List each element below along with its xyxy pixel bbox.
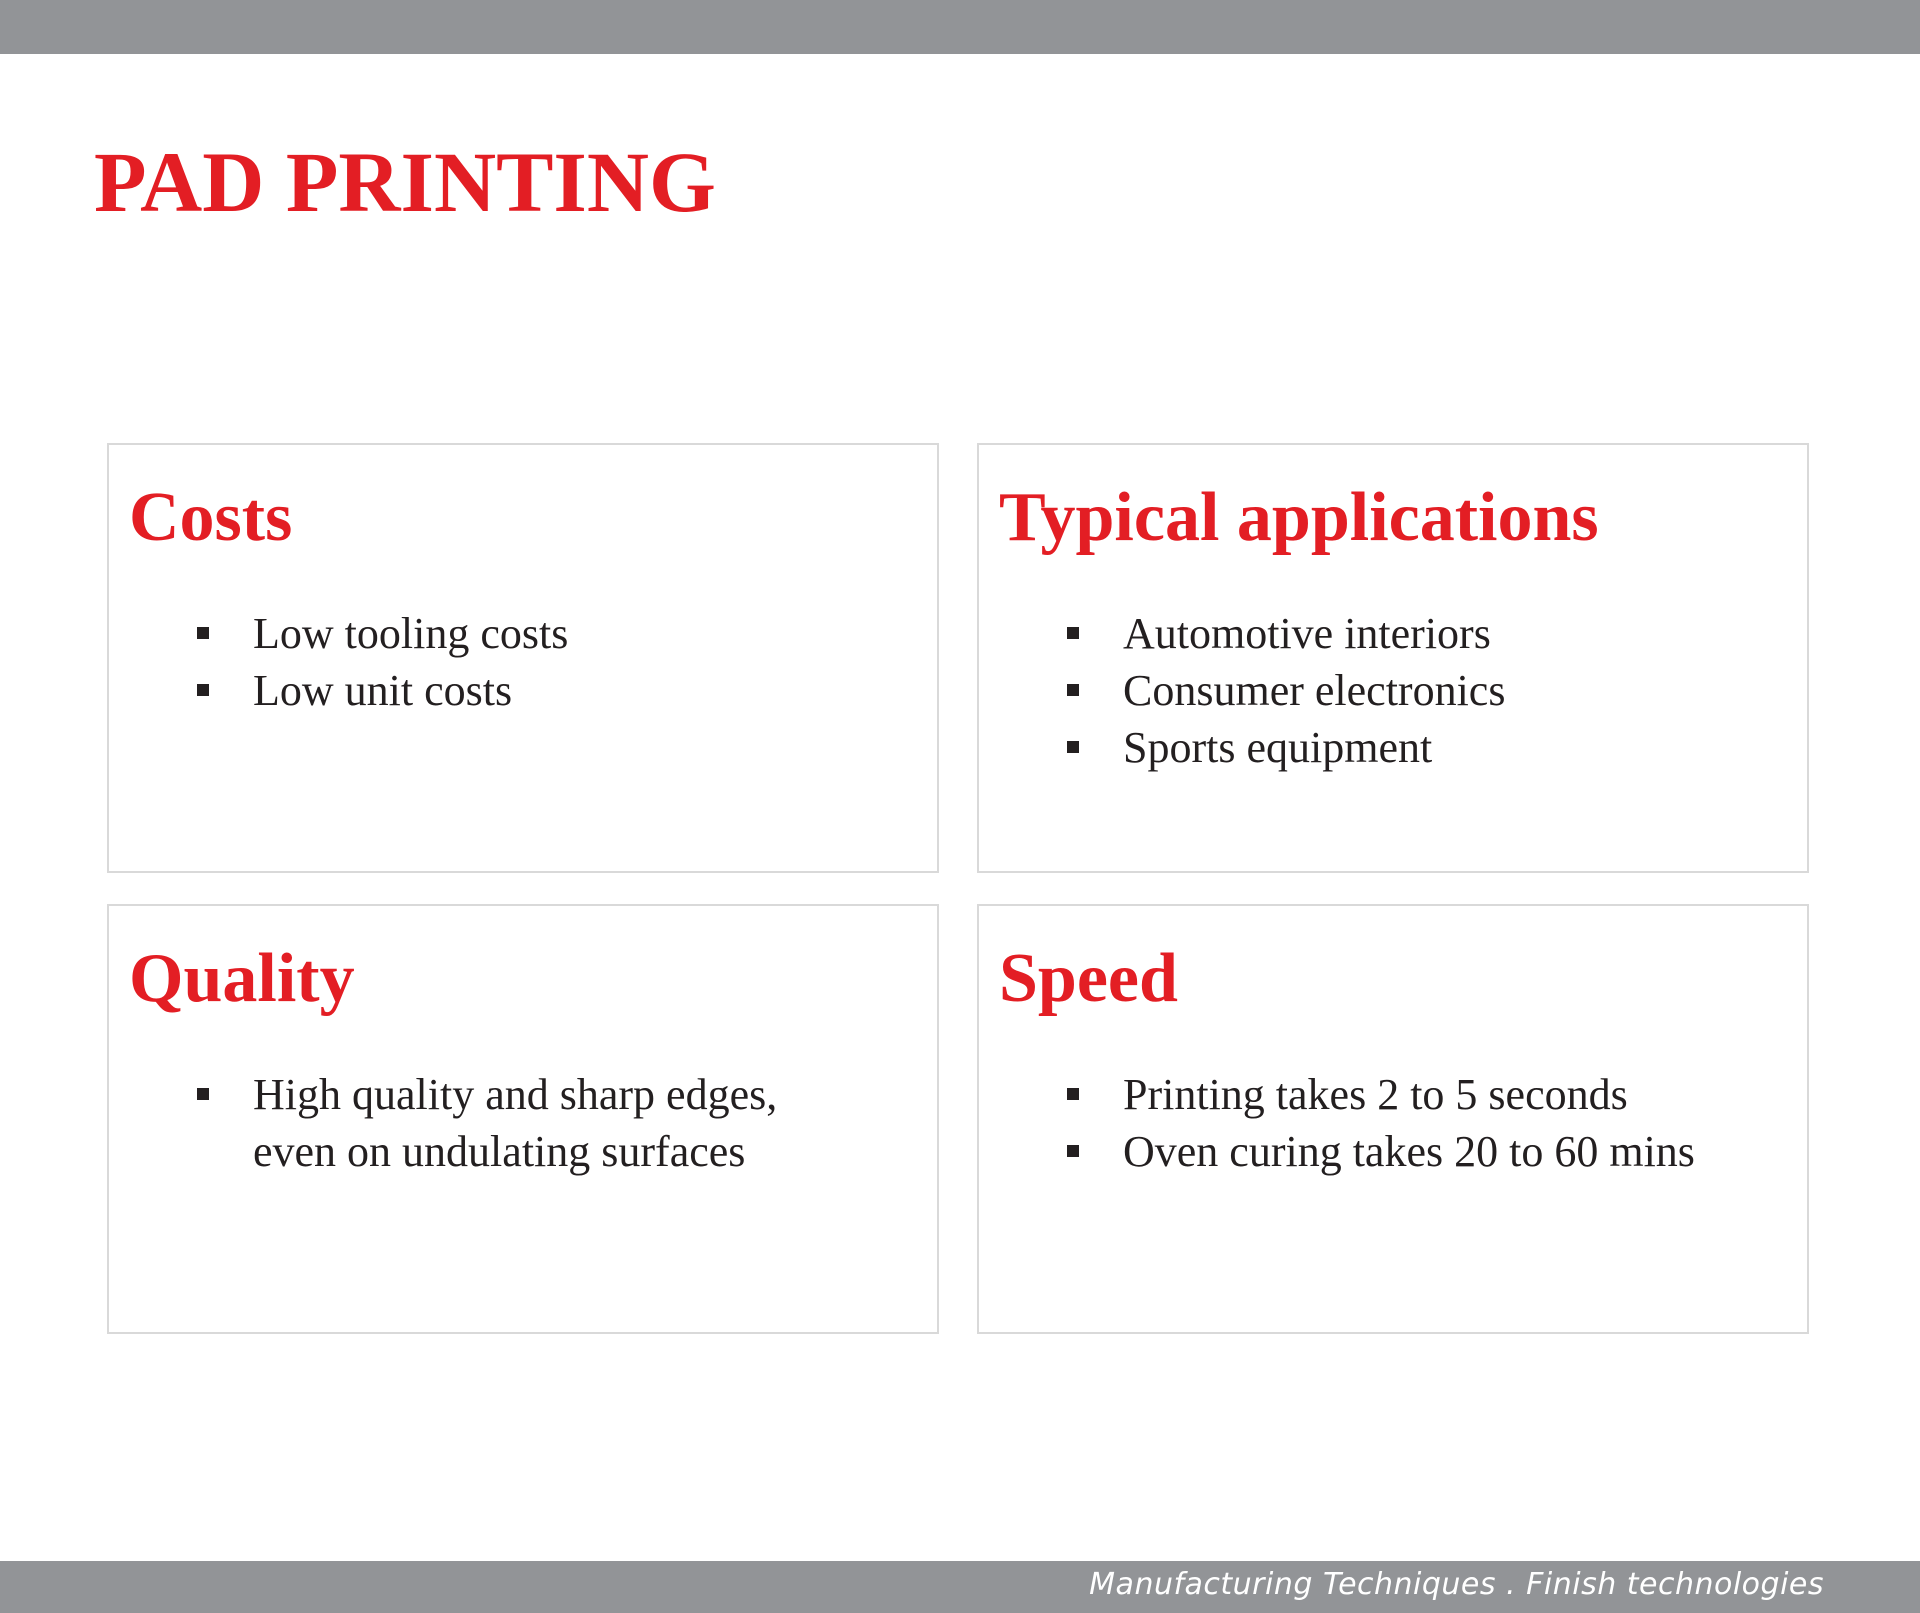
list-item-text: High quality and sharp edges, [253,1070,778,1119]
applications-heading: Typical applications [999,479,1599,556]
costs-heading: Costs [129,479,293,556]
quality-list [197,1066,777,1180]
square-bullet-icon [1067,1088,1079,1100]
footer-text: Manufacturing Techniques . Finish technologies [1089,1567,1824,1602]
costs-panel [107,443,939,873]
quality-heading: Quality [129,940,355,1017]
speed-panel [977,904,1809,1334]
applications-list [1067,605,1505,776]
applications-panel [977,443,1809,873]
square-bullet-icon [1067,1145,1079,1157]
square-bullet-icon [1067,741,1079,753]
list-item-text: Low unit costs [253,666,513,715]
square-bullet-icon [197,627,209,639]
page-title: PAD PRINTING [94,134,716,230]
list-item [1067,719,1505,776]
list-item [197,605,568,662]
list-item-text: Sports equipment [1123,723,1433,772]
list-item-text: Low tooling costs [253,609,569,658]
square-bullet-icon [197,684,209,696]
square-bullet-icon [197,1088,209,1100]
square-bullet-icon [1067,684,1079,696]
list-item [1067,1066,1695,1123]
list-item-text: Oven curing takes 20 to 60 mins [1123,1127,1695,1176]
quality-panel [107,904,939,1334]
list-item [1067,605,1505,662]
list-item [1067,1123,1695,1180]
square-bullet-icon [1067,627,1079,639]
list-item [197,1066,777,1180]
list-item-text: Automotive interiors [1123,609,1491,658]
list-item [1067,662,1505,719]
top-band [0,0,1920,54]
list-item-text-continued: even on undulating surfaces [253,1127,746,1176]
list-item-text: Printing takes 2 to 5 seconds [1123,1070,1628,1119]
list-item [197,662,568,719]
speed-list [1067,1066,1695,1180]
costs-list [197,605,568,719]
speed-heading: Speed [999,940,1178,1017]
list-item-text: Consumer electronics [1123,666,1506,715]
